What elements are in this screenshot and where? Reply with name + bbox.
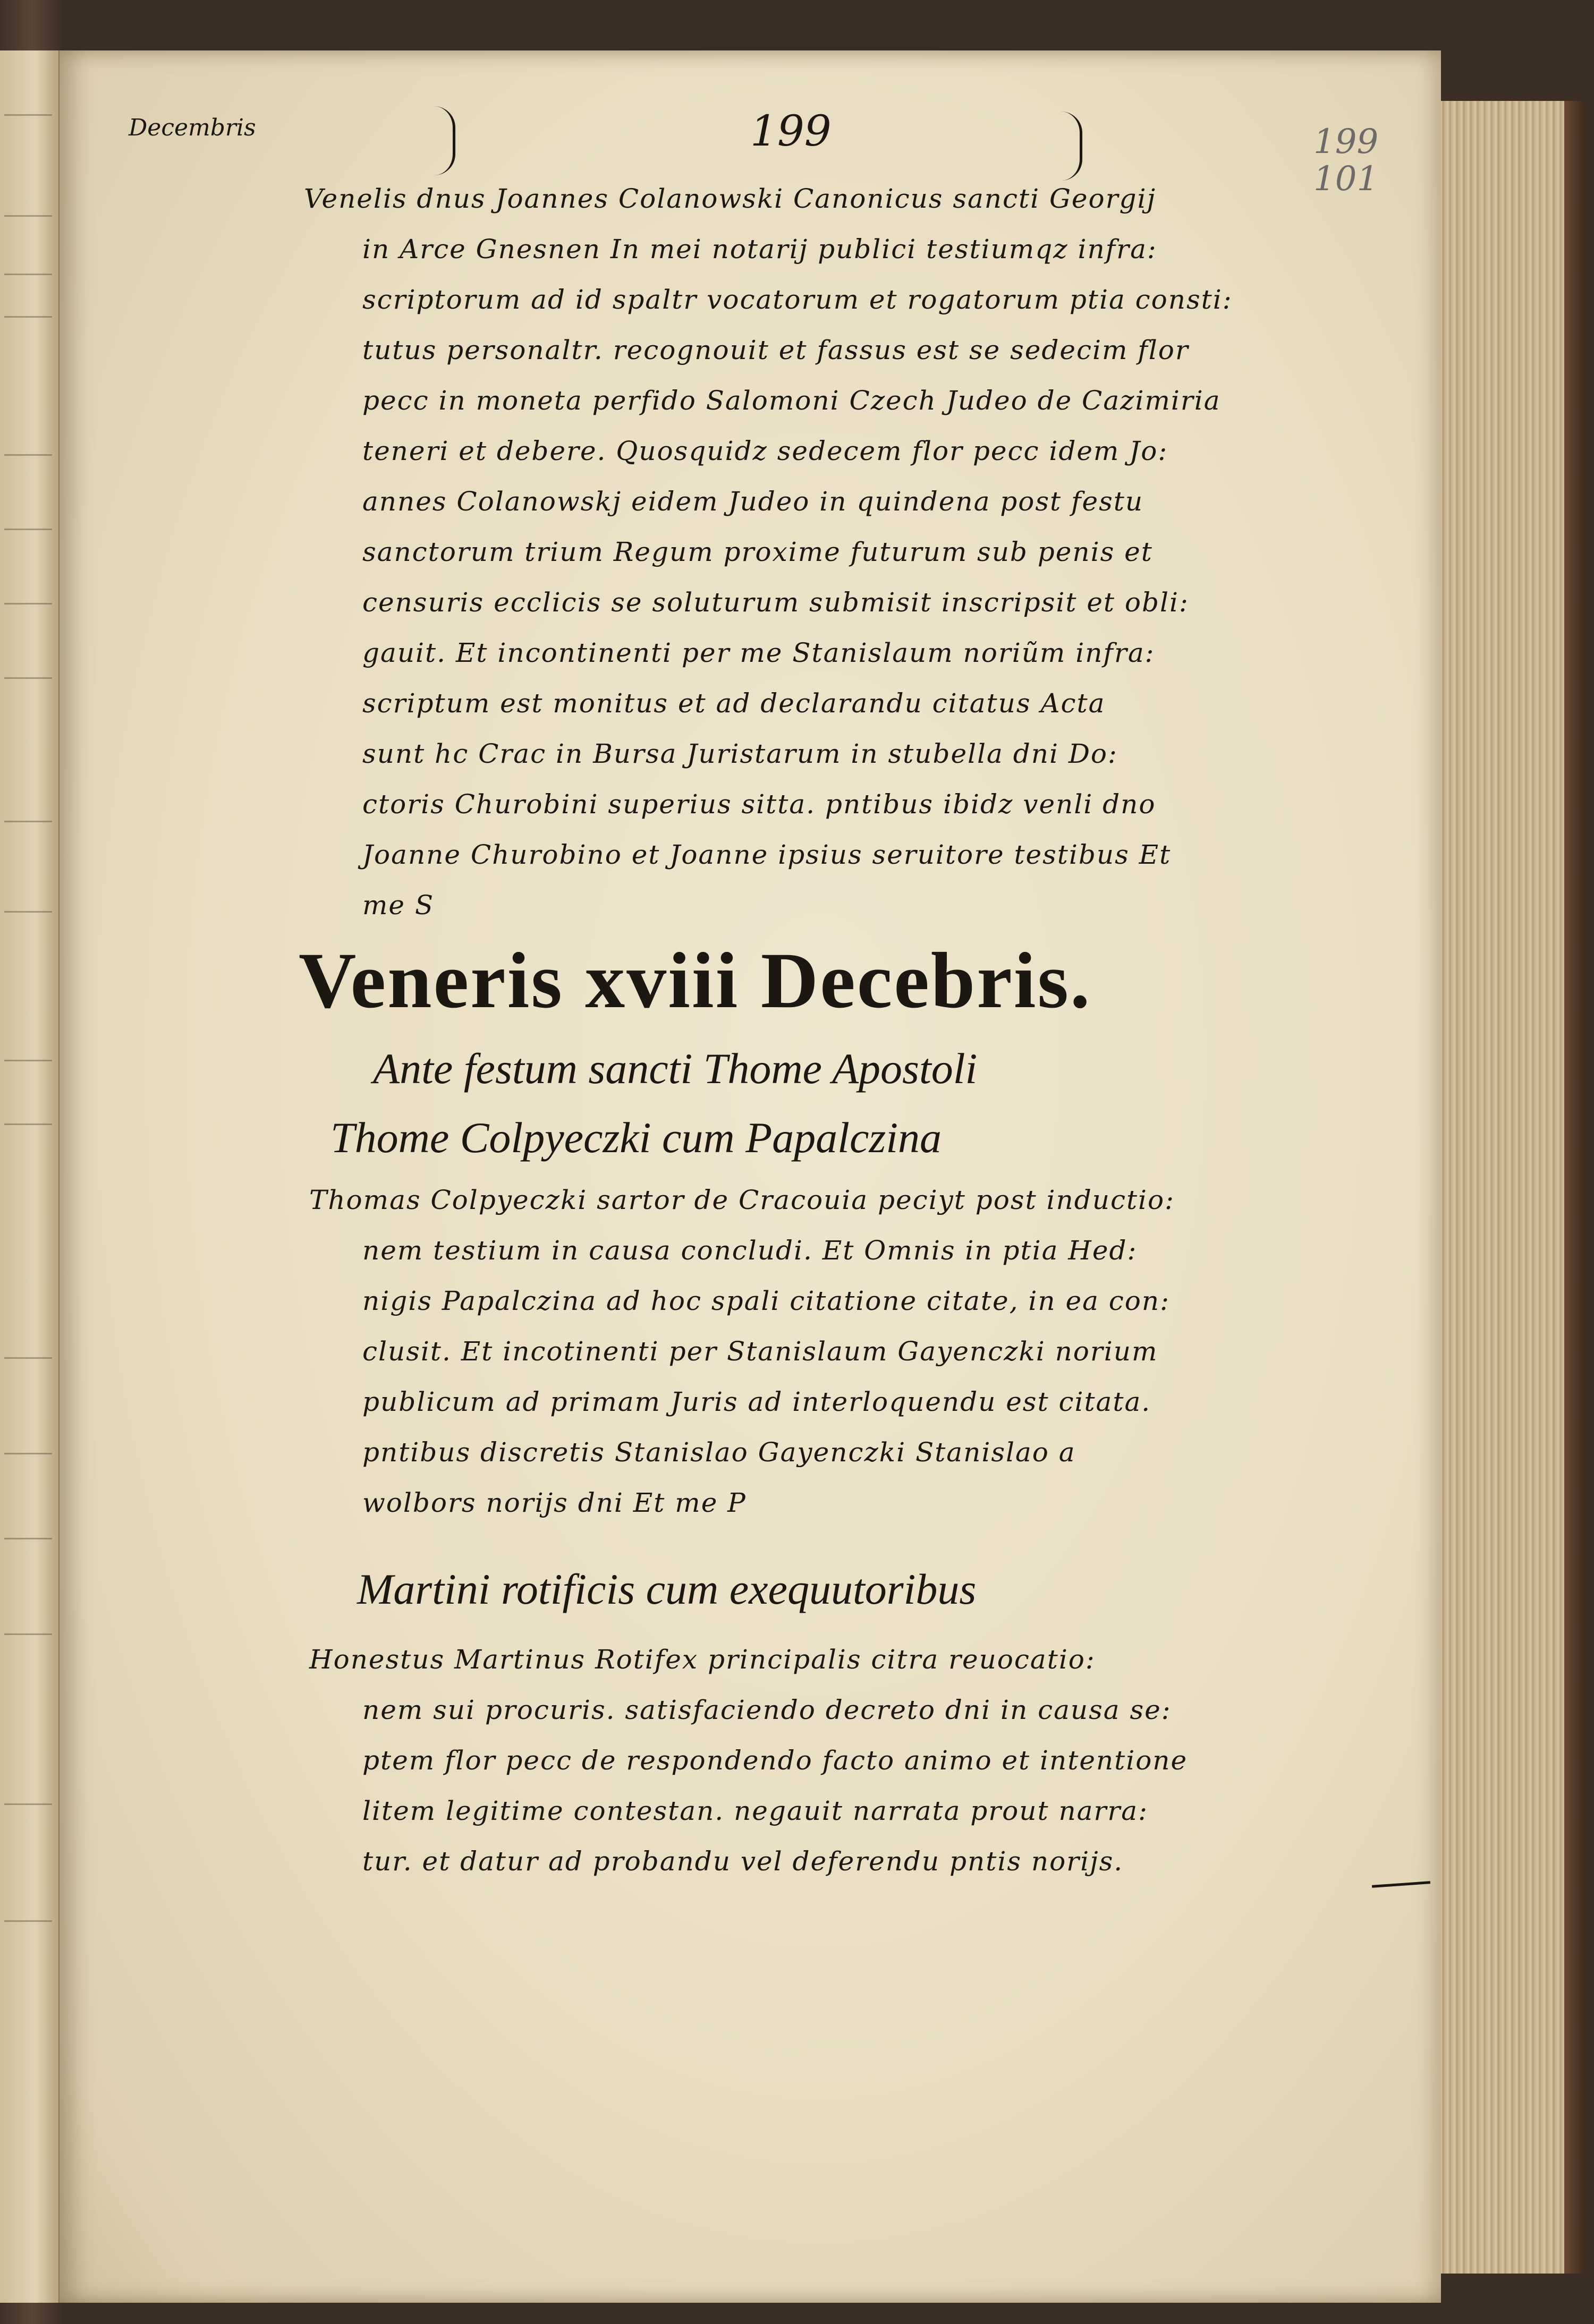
- entry-2-line: clusit. Et incotinenti per Stanislaum Gayenczki norium: [362, 1336, 1158, 1367]
- entry-3-title: Martini rotificis cum exequutoribus: [357, 1565, 977, 1613]
- entry-1-line: tutus personaltr. recognouit et fassus est se sedecim flor: [362, 335, 1189, 365]
- entry-2-line: publicum ad primam Juris ad interloquendu est citata.: [362, 1386, 1151, 1417]
- entry-3-line: Honestus Martinus Rotifex principalis citra reuocatio:: [309, 1644, 1096, 1675]
- entry-2-title: Thome Colpyeczki cum Papalczina: [330, 1113, 942, 1162]
- entry-3-line: tur. et datur ad probandu vel deferendu pntis norijs.: [362, 1846, 1124, 1877]
- entry-1-line: scriptorum ad id spaltr vocatorum et rogatorum ptia consti:: [362, 284, 1233, 315]
- entry-1-line: pecc in moneta perfido Salomoni Czech Judeo de Cazimiria: [362, 385, 1221, 416]
- entry-2-line: nigis Papalczina ad hoc spali citatione citate, in ea con:: [362, 1286, 1170, 1316]
- entry-1-line: Venelis dnus Joannes Colanowski Canonicus sancti Georgij: [304, 183, 1157, 214]
- manuscript-page: [60, 50, 1441, 2303]
- date-heading: Veneris xviii Decebris.: [299, 937, 1092, 1025]
- left-page-fragment: [0, 50, 62, 2303]
- book-page-edges: [1429, 101, 1564, 2274]
- entry-3-line: ptem flor pecc de respondendo facto animo et intentione: [362, 1745, 1188, 1776]
- header-bracket-left: [431, 106, 455, 175]
- entry-1-line: ctoris Churobini superius sitta. pntibus ibidz venli dno: [362, 789, 1156, 820]
- entry-1-line: gauit. Et incontinenti per me Stanislaum noriũm infra:: [362, 637, 1155, 668]
- entry-1-line: in Arce Gnesnen In mei notarij publici testiumqz infra:: [362, 234, 1157, 265]
- entry-1-line: Joanne Churobino et Joanne ipsius seruitore testibus Et: [362, 839, 1172, 870]
- entry-1-line: me S: [362, 890, 435, 921]
- entry-2-line: Thomas Colpyeczki sartor de Cracouia peciyt post inductio:: [309, 1185, 1175, 1215]
- folio-number: 199: [750, 106, 832, 156]
- entry-1-terminal-flourish: [1372, 1881, 1430, 1888]
- date-subheading: Ante festum sancti Thome Apostoli: [373, 1044, 978, 1093]
- entry-3-line: nem sui procuris. satisfaciendo decreto dni in causa se:: [362, 1695, 1172, 1725]
- entry-2-line: wolbors norijs dni Et me P: [362, 1487, 747, 1518]
- entry-1-line: sanctorum trium Regum proxime futurum sub penis et: [362, 537, 1153, 567]
- corner-number-bottom: 101: [1313, 159, 1379, 199]
- entry-1-line: annes Colanowskj eidem Judeo in quindena post festu: [362, 486, 1144, 517]
- entry-3-line: litem legitime contestan. negauit narrata prout narra:: [362, 1795, 1148, 1826]
- corner-number-top: 199: [1313, 122, 1379, 161]
- entry-1-line: teneri et debere. Quosquidz sedecem flor pecc idem Jo:: [362, 436, 1168, 466]
- entry-1-line: scriptum est monitus et ad declarandu citatus Acta: [362, 688, 1106, 719]
- entry-2-line: pntibus discretis Stanislao Gayenczki Stanislao a: [362, 1437, 1076, 1468]
- entry-1-line: sunt hc Crac in Bursa Juristarum in stubella dni Do:: [362, 738, 1118, 769]
- entry-1-line: censuris ecclicis se soluturum submisit inscripsit et obli:: [362, 587, 1189, 618]
- entry-2-line: nem testium in causa concludi. Et Omnis in ptia Hed:: [362, 1235, 1138, 1266]
- header-bracket-right: [1058, 112, 1082, 181]
- month-label: Decembris: [129, 114, 256, 141]
